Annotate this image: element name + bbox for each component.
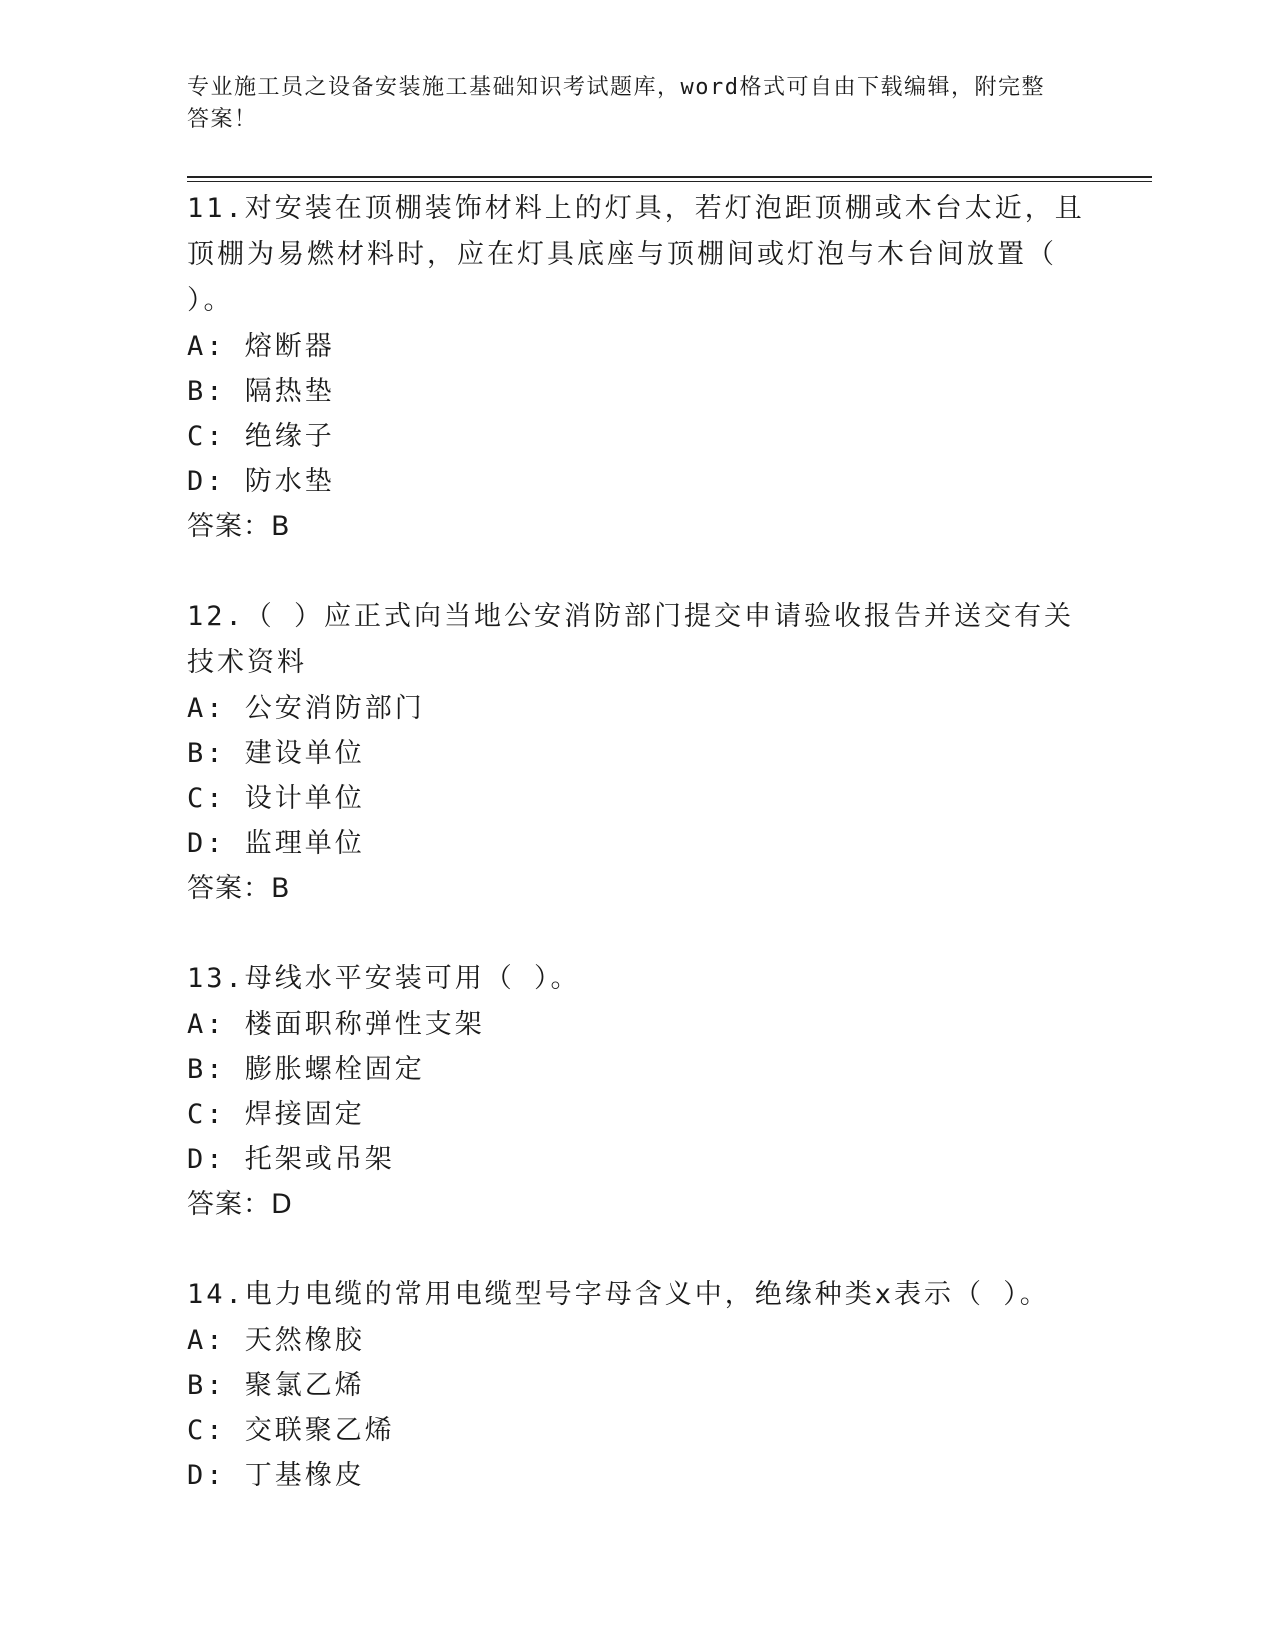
question-14: [187, 1272, 1087, 1498]
option-b: B: 建设单位: [187, 738, 365, 769]
option-c: C: 交联聚乙烯: [187, 1415, 395, 1446]
document-header: 专业施工员之设备安装施工基础知识考试题库，word格式可自由下载编辑，附完整答案！: [187, 75, 1045, 132]
option-a: A: 熔断器: [187, 331, 335, 362]
option-c: C: 焊接固定: [187, 1099, 365, 1130]
answer-line: 答案：B: [187, 873, 291, 904]
header-divider-thin: [187, 181, 1152, 182]
option-d: D: 丁基橡皮: [187, 1460, 365, 1491]
option-c: C: 绝缘子: [187, 421, 335, 452]
question-stem: 11.对安装在顶棚装饰材料上的灯具，若灯泡距顶棚或木台太近，且顶棚为易燃材料时，应在灯具底座与顶棚间或灯泡与木台间放置（ ）。: [187, 193, 1085, 316]
question-stem: 14.电力电缆的常用电缆型号字母含义中，绝缘种类x表示（ ）。: [187, 1279, 1050, 1310]
option-a: A: 天然橡胶: [187, 1325, 365, 1356]
question-13: [187, 956, 1087, 1228]
option-b: B: 隔热垫: [187, 376, 335, 407]
option-c: C: 设计单位: [187, 783, 365, 814]
question-list: [187, 186, 1087, 1542]
header-divider-thick: [187, 176, 1152, 178]
option-d: D: 托架或吊架: [187, 1144, 395, 1175]
option-a: A: 楼面职称弹性支架: [187, 1009, 485, 1040]
question-stem: 12.（ ）应正式向当地公安消防部门提交申请验收报告并送交有关技术资料: [187, 601, 1075, 678]
question-11: [187, 186, 1087, 550]
answer-line: 答案：D: [187, 1189, 293, 1220]
option-a: A: 公安消防部门: [187, 693, 425, 724]
option-d: D: 监理单位: [187, 828, 365, 859]
question-stem: 13.母线水平安装可用（ ）。: [187, 963, 581, 994]
option-b: B: 膨胀螺栓固定: [187, 1054, 425, 1085]
option-d: D: 防水垫: [187, 466, 335, 497]
question-12: [187, 594, 1087, 912]
answer-line: 答案：B: [187, 511, 291, 542]
option-b: B: 聚氯乙烯: [187, 1370, 365, 1401]
